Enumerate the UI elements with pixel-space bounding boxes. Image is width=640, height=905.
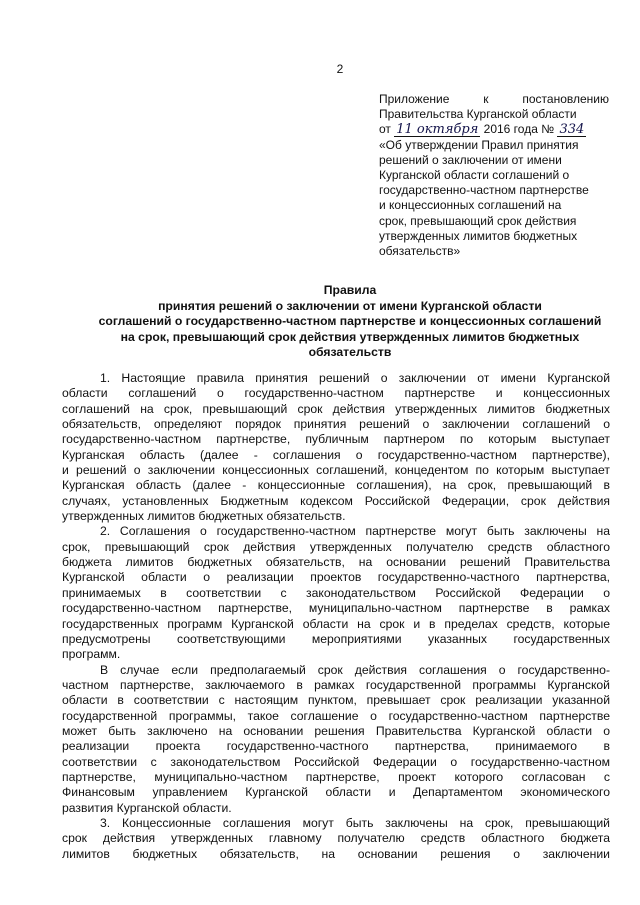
title-line: соглашений о государственно-частном партнерстве и концессионных соглашений — [98, 314, 602, 329]
appendix-block — [379, 92, 609, 259]
paragraph-line: обязательств, определяют порядок принятия решений о заключении соглашений о — [62, 417, 610, 432]
paragraph-line: программ. — [62, 647, 121, 662]
paragraph-line: утвержденных лимитов бюджетных обязательств. — [62, 509, 346, 524]
paragraph — [62, 524, 610, 662]
appendix-line-3: от 11 октября 2016 года № 334 — [379, 122, 585, 138]
paragraph-line: предусмотрены соответствующими мероприятиями указанных государственных — [62, 631, 610, 646]
paragraph-line: лимитов бюджетных обязательств, на основании решения о заключении — [62, 846, 610, 861]
paragraph-line: 1. Настоящие правила принятия решений о заключении от имени Курганской — [100, 371, 610, 385]
appendix-subject-line: утвержденных лимитов бюджетных — [379, 228, 578, 243]
paragraph-line: срок действия утвержденных главному получателю средств областного бюджета — [62, 831, 610, 846]
appendix-line-2: Правительства Курганской области — [379, 107, 577, 122]
paragraph-line: срок, превышающий срок действия утвержденных получателю средств областного — [62, 539, 610, 554]
paragraph-line: реализации проекта государственно-частного партнерства, принимаемого в — [62, 739, 610, 754]
appendix-subject-line: решений о заключении от имени — [379, 152, 562, 167]
paragraph-line: бюджета лимитов бюджетных обязательств, на основании решений Правительства — [62, 555, 610, 570]
paragraph-line: соглашений на срок, превышающий срок действия утвержденных лимитов бюджетных — [62, 401, 610, 416]
paragraph-line: области соглашений о государственно-частном партнерстве и концессионных — [62, 386, 610, 401]
paragraph-line: области в соответствии с настоящим пунктом, превышает срок реализации указанной — [62, 693, 610, 708]
paragraph — [62, 816, 610, 862]
paragraph-line: государственной программы, такое соглашение о государственно-частном партнерстве — [62, 708, 610, 723]
appendix-subject-line: государственно-частном партнерстве — [379, 183, 589, 198]
paragraph-line: может быть заключено на основании решения Правительства Курганской области о — [62, 723, 610, 738]
paragraph-line: развития Курганской области. — [62, 800, 232, 815]
paragraph-line: В случае если предполагаемый срок действия соглашения о государственно- — [100, 662, 610, 677]
paragraph-line: партнерстве, муниципально-частном партнерстве, проект которого согласован с — [62, 769, 610, 784]
paragraph-line: 3. Концессионные соглашения могут быть заключены на срок, превышающий — [100, 815, 610, 830]
paragraph-line: частном партнерстве, заключаемого в рамках государственной программы Курганской — [62, 677, 610, 692]
paragraph-line: Курганская область (далее - концессионные соглашения), на срок, превышающий в — [62, 478, 610, 493]
page-number: 2 — [336, 62, 344, 76]
title-line: принятия решений о заключении от имени Курганской области — [158, 298, 542, 313]
appendix-subject-line: и концессионных соглашений на — [379, 198, 562, 213]
appendix-subject-line: срок, превышающий срок действия — [379, 213, 577, 228]
rules-title — [60, 283, 640, 361]
paragraph — [62, 663, 610, 816]
document-body — [62, 371, 610, 862]
paragraph-line: и решений о заключении концессионных соглашений, концедентом по которым выступает — [62, 463, 610, 478]
paragraph-line: государственно-частном партнерстве, публичным партнером по которым выступает — [62, 432, 610, 447]
paragraph-line: Курганской области о реализации проектов государственно-частного партнерства, — [62, 570, 610, 585]
title-line: обязательств — [308, 345, 392, 360]
title-heading: Правила — [323, 283, 377, 297]
paragraph-line: 2. Соглашения о государственно-частном партнерстве могут быть заключены на — [100, 524, 610, 539]
paragraph-line: государственных программ Курганской области на срок и в пределах средств, которые — [62, 616, 610, 631]
handwritten-date: 11 октября — [396, 122, 479, 138]
appendix-subject-line: обязательств» — [379, 244, 461, 259]
appendix-subject-line: «Об утверждении Правил принятия — [379, 137, 579, 152]
paragraph-line: случаях, установленных Бюджетным кодексом Российской Федерации, срок действия — [62, 493, 610, 508]
paragraph-line: Курганская область (далее - соглашения о государственно-частном партнерстве), — [62, 447, 610, 462]
paragraph-line: принимаемых в соответствии с законодательством Российской Федерации о — [62, 585, 610, 600]
handwritten-number: 334 — [559, 122, 585, 138]
title-line: на срок, превышающий срок действия утвержденных лимитов бюджетных — [120, 329, 580, 344]
appendix-subject — [379, 138, 609, 260]
paragraph — [62, 371, 610, 524]
paragraph-line: государственно-частном партнерстве, муниципально-частном партнерстве в рамках — [62, 601, 610, 616]
paragraph-line: Финансовым управлением Курганской области и Департаментом экономического — [62, 785, 610, 800]
paragraph-line: соответствии с законодательством Российской Федерации о государственно-частном — [62, 754, 610, 769]
appendix-line-1: Приложение к постановлению — [379, 92, 609, 106]
appendix-subject-line: Курганской области соглашений о — [379, 168, 570, 183]
